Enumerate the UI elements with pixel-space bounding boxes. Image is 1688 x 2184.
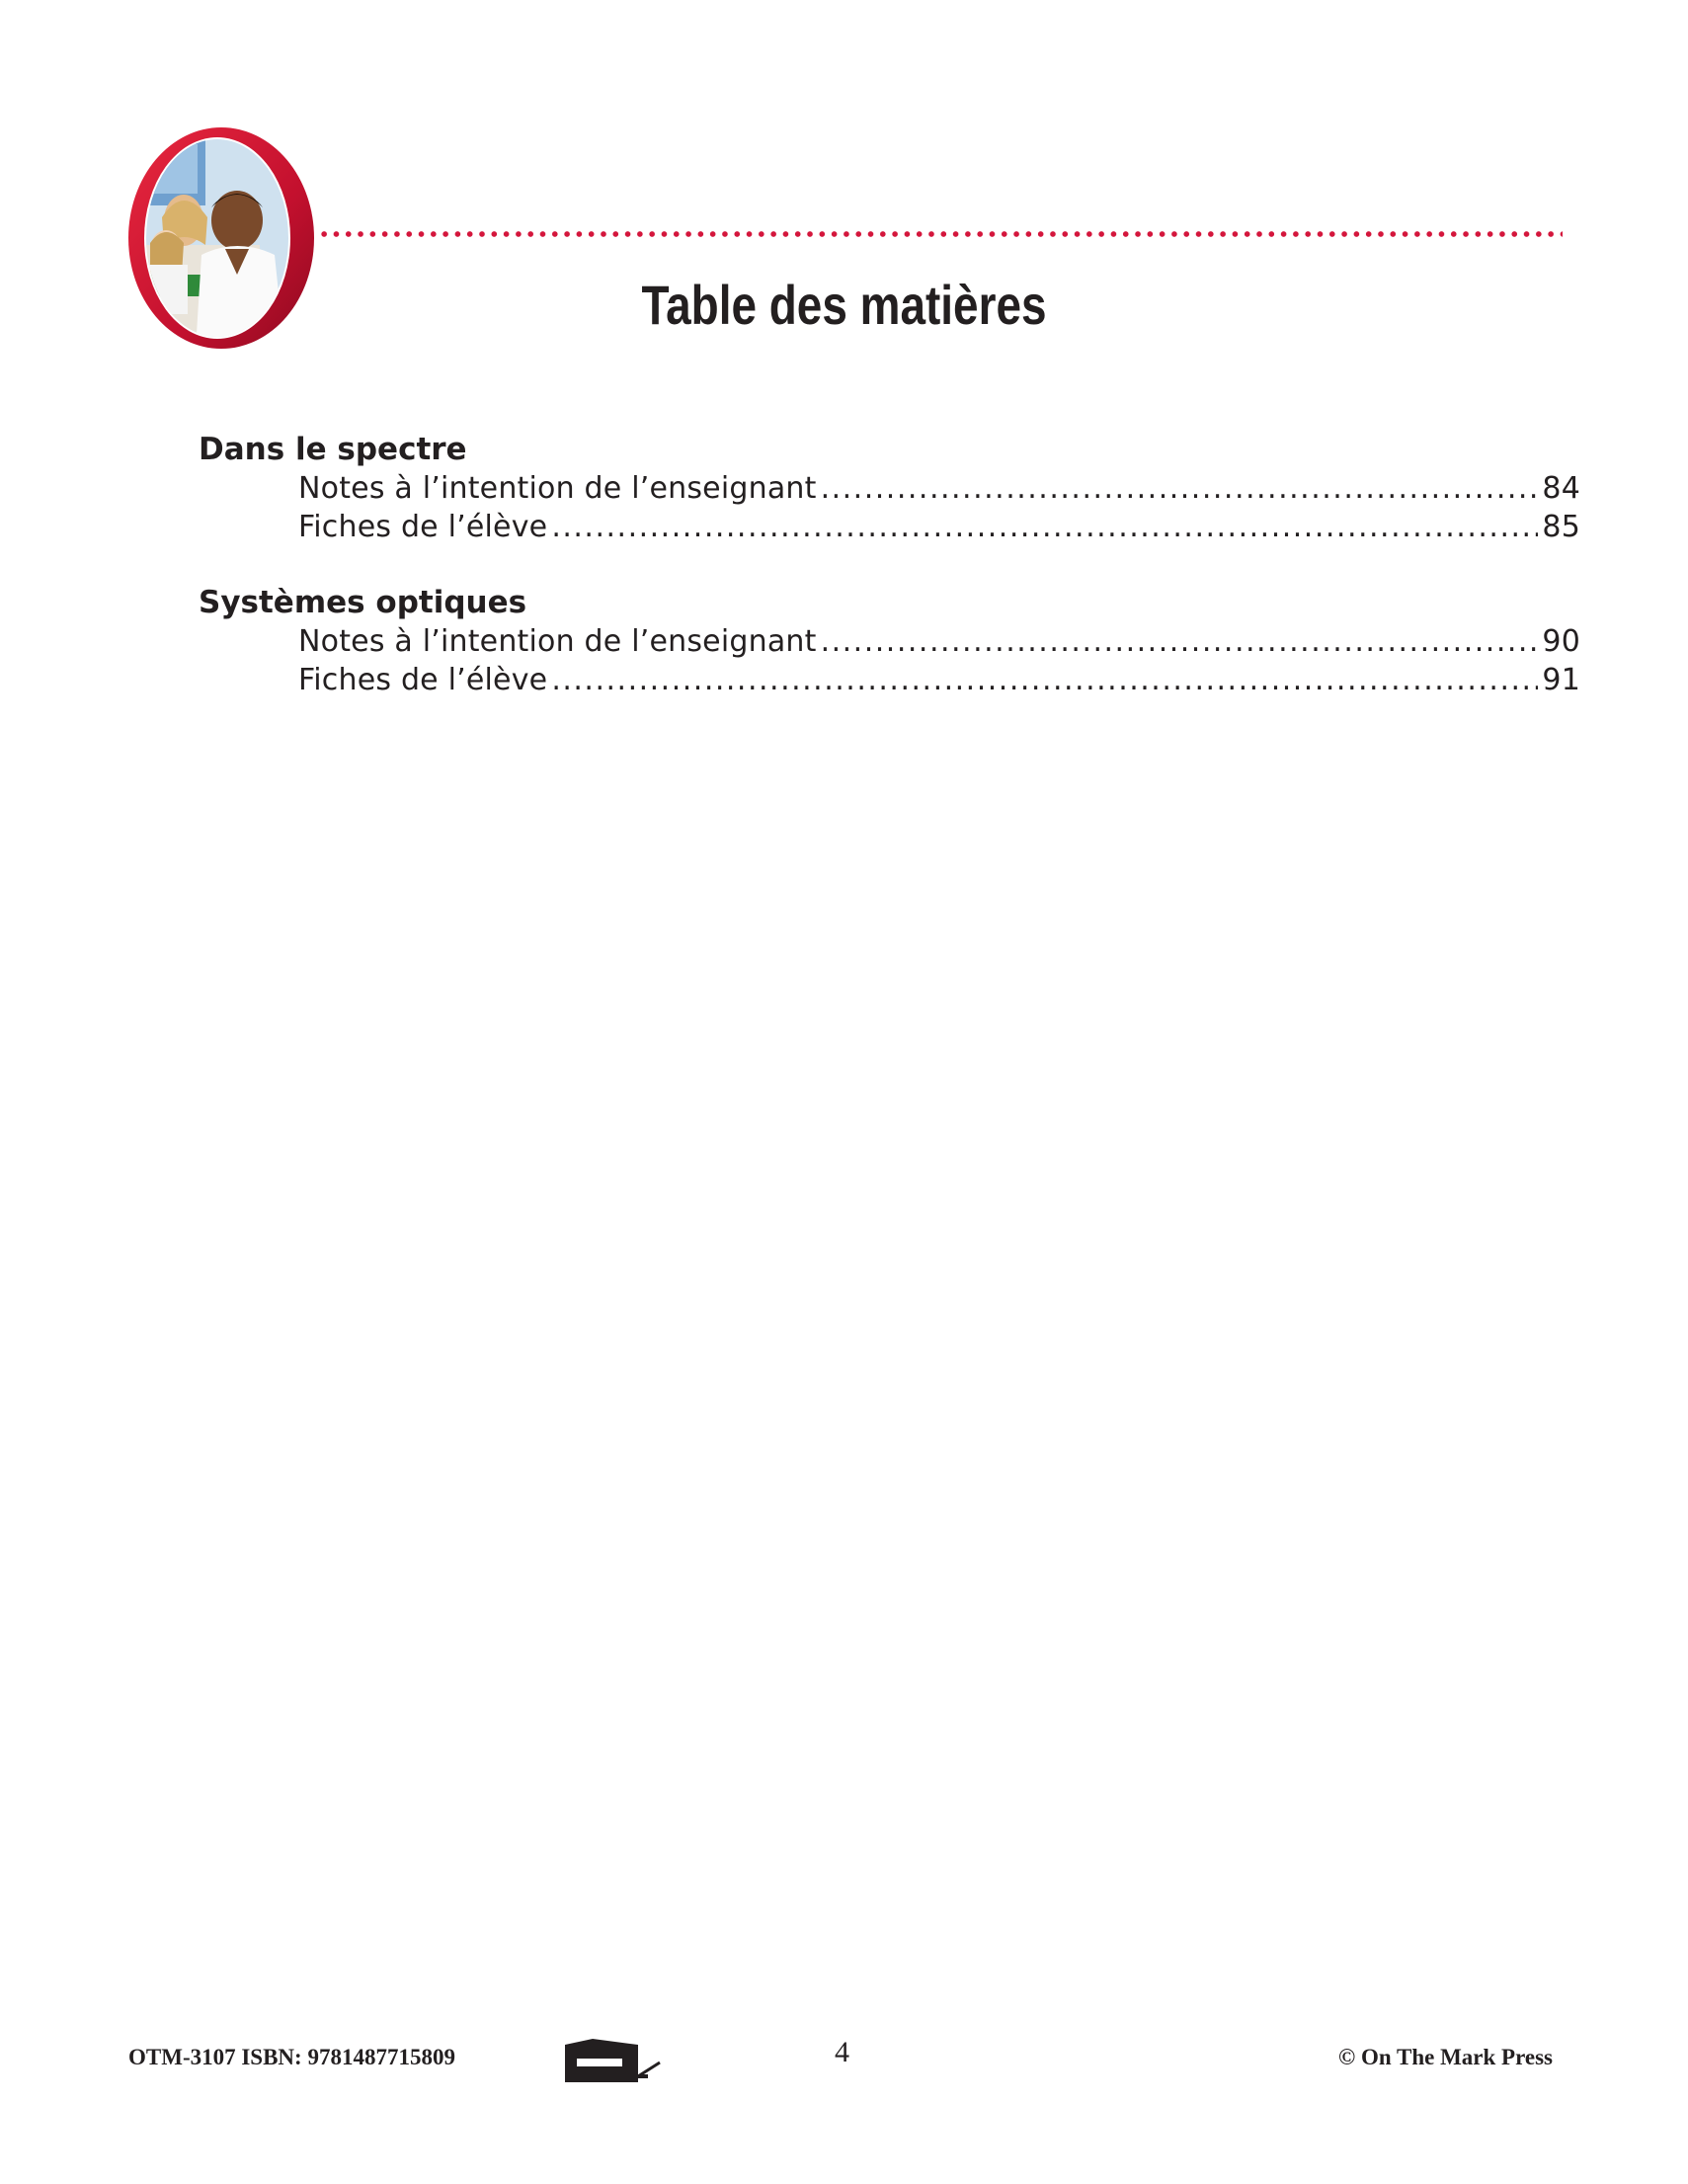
footer-isbn: OTM-3107 ISBN: 9781487715809 xyxy=(128,2045,455,2069)
photocopier-icon xyxy=(563,2037,662,2086)
page-title: Table des matières xyxy=(641,274,1047,336)
dotted-header-rule xyxy=(318,231,1563,237)
toc-section-heading: Systèmes optiques xyxy=(199,585,527,620)
toc-section xyxy=(199,431,1580,546)
toc-entry-label: Notes à l’intention de l’enseignant xyxy=(298,471,817,506)
toc-entry-label: Fiches de l’élève xyxy=(298,663,548,697)
toc-entry-label: Notes à l’intention de l’enseignant xyxy=(298,624,817,659)
toc-entry-page: 85 xyxy=(1542,510,1580,544)
toc-entry-page: 91 xyxy=(1542,663,1580,697)
footer-copyright: © On The Mark Press xyxy=(1338,2045,1553,2069)
dot-leader xyxy=(551,661,1538,699)
toc-entry-label: Fiches de l’élève xyxy=(298,510,548,544)
page-number: 4 xyxy=(835,2036,849,2068)
toc-entry[interactable] xyxy=(199,469,1580,508)
toc-entry[interactable] xyxy=(199,508,1580,546)
toc-entry[interactable] xyxy=(199,661,1580,699)
dot-leader xyxy=(821,469,1539,508)
toc-entry-page: 90 xyxy=(1542,624,1580,659)
dot-leader xyxy=(551,508,1538,546)
dot-leader xyxy=(821,622,1539,661)
toc-section xyxy=(199,584,1580,699)
toc-entry[interactable] xyxy=(199,622,1580,661)
toc-entry-page: 84 xyxy=(1542,471,1580,506)
toc-section-heading: Dans le spectre xyxy=(199,432,467,467)
table-of-contents xyxy=(199,431,1580,737)
